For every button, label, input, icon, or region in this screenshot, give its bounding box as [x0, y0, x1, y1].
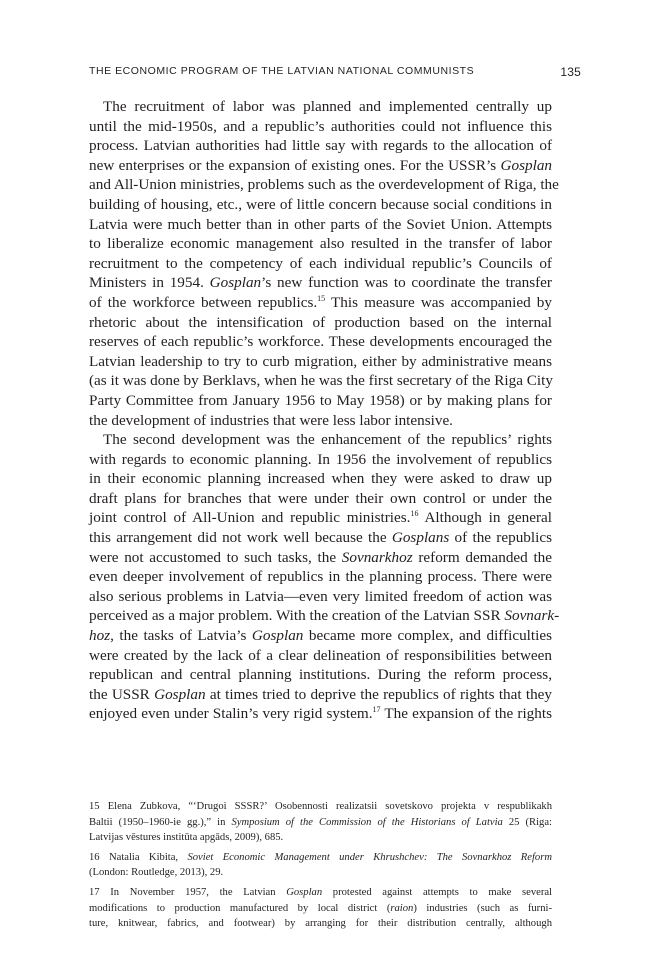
body-line: The second development was the enhancement of the republics’ rights [103, 431, 552, 449]
body-line: perceived as a major problem. With the creation of the Latvian SSR Sovnark- [89, 607, 560, 625]
body-line: (as it was done by Berklavs, when he was the first secretary of the Riga City [89, 372, 553, 390]
body-line: in their economic planning increased when they were asked to draw up [89, 470, 552, 488]
footnotes [89, 799, 552, 932]
body-line: process. Latvian authorities had little say with regards to the allocation of [89, 137, 552, 155]
footnote-ref-16: 16 [410, 509, 419, 519]
body-line: with regards to economic planning. In 1956 the involvement of republics [89, 450, 552, 468]
running-head-title: THE ECONOMIC PROGRAM OF THE LATVIAN NATIONAL COMMUNISTS [89, 65, 475, 77]
body-line: until the mid-1950s, and a republic’s authorities could not influence this [89, 117, 552, 135]
body-line: the USSR Gosplan at times tried to deprive the republics of rights that they [89, 685, 553, 703]
body-line: recruitment to the competency of each individual republic’s Councils of [89, 254, 552, 272]
term-gosplan: Gosplan [251, 627, 304, 645]
running-head [89, 65, 581, 81]
footnote-15: 15 Elena Zubkova, “‘Drugoi SSSR?’ Osobennosti realizatsii sovetskovo projekta v respublikakh [89, 801, 552, 812]
footnote-17: 17 In November 1957, the Latvian Gosplan protested against attempts to make several [89, 886, 552, 898]
footnote-16: 16 Natalia Kibita, Soviet Economic Management under Khrushchev: The Sovnarkhoz Reform [89, 851, 552, 863]
term-sovnarkhoz: Sovnark- [504, 607, 560, 625]
body-line: Latvian leadership to try to curb migration, either by administrative means [89, 352, 552, 370]
body-line: joint control of All-Union and republic ministries.$^{16}$ Although in general [89, 509, 552, 527]
body-text [89, 97, 560, 724]
body-line: reserves of each republic’s workforce. These developments encouraged the [89, 333, 552, 351]
body-line: to liberalize economic management also resulted in the transfer of labor [89, 235, 552, 253]
footnote-15: Baltii (1950–1960-ie gg.),” in Symposium of the Commission of the Historians of Latvia 25 (Riga: [89, 816, 552, 828]
body-line: The recruitment of labor was planned and implemented centrally up [103, 98, 552, 115]
footnote-17: modifications to production manufactured by local district (raion) industries (such as furni- [89, 902, 552, 914]
body-line: hoz, the tasks of Latvia’s Gosplan became more complex, and difficulties [89, 627, 552, 645]
body-line: enjoyed even under Stalin’s very rigid system.$^{17}$ The expansion of the rights [89, 705, 552, 723]
body-line: and All-Union ministries, problems such as the overdevelopment of Riga, the [89, 176, 559, 194]
body-line: draft plans for branches that were under their own control or under the [89, 489, 552, 507]
footnote-ref-15: 15 [317, 293, 326, 303]
body-line: rhetoric about the intensification of production based on the internal [89, 313, 552, 331]
body-line: this arrangement did not work well because the Gosplans of the republics [89, 529, 552, 547]
term-gosplan: Gosplan [500, 156, 553, 174]
body-line: Latvia were much better than in other parts of the Soviet Union. Attempts [89, 215, 552, 233]
page-number: 135 [560, 65, 581, 79]
term-gosplan: Gosplan [209, 274, 262, 292]
body-line: of the workforce between republics.$^{15}$ This measure was accompanied by [89, 293, 552, 311]
body-line: were created by the lack of a clear delineation of responsibilities between [89, 646, 552, 664]
footnote-ref-17: 17 [372, 705, 381, 715]
footnote-17: ture, knitwear, fabrics, and footwear) by arranging for their distribution centrally, although [89, 918, 552, 930]
footnote-16: (London: Routledge, 2013), 29. [89, 867, 224, 879]
footnote-15: Latvijas vēstures institūta apgāds, 2009), 685. [89, 832, 284, 844]
body-line: even deeper involvement of republics in the planning process. There were [89, 568, 552, 586]
term-sovnarkhoz: Sovnarkhoz [341, 548, 413, 566]
term-gosplan: Gosplan [154, 685, 206, 703]
body-line: the development of industries that were less labor intensive. [89, 411, 453, 429]
term-sovnarkhoz: hoz [89, 627, 111, 645]
body-line: republican and central planning institutions. During the reform process, [89, 666, 552, 684]
body-line: building of housing, etc., were of little concern because social conditions in [89, 195, 552, 213]
body-line: Ministers in 1954. Gosplan’s new function was to coordinate the transfer [89, 274, 552, 292]
body-line: Party Committee from January 1956 to May 1958) or by making plans for [89, 391, 552, 409]
body-line: were not accustomed to such tasks, the Sovnarkhoz reform demanded the [89, 548, 552, 566]
body-line: also serious problems in Latvia—even very limited freedom of action was [89, 587, 552, 605]
term-gosplans: Gosplans [391, 529, 450, 547]
body-line: new enterprises or the expansion of existing ones. For the USSR’s Gosplan [89, 156, 553, 174]
